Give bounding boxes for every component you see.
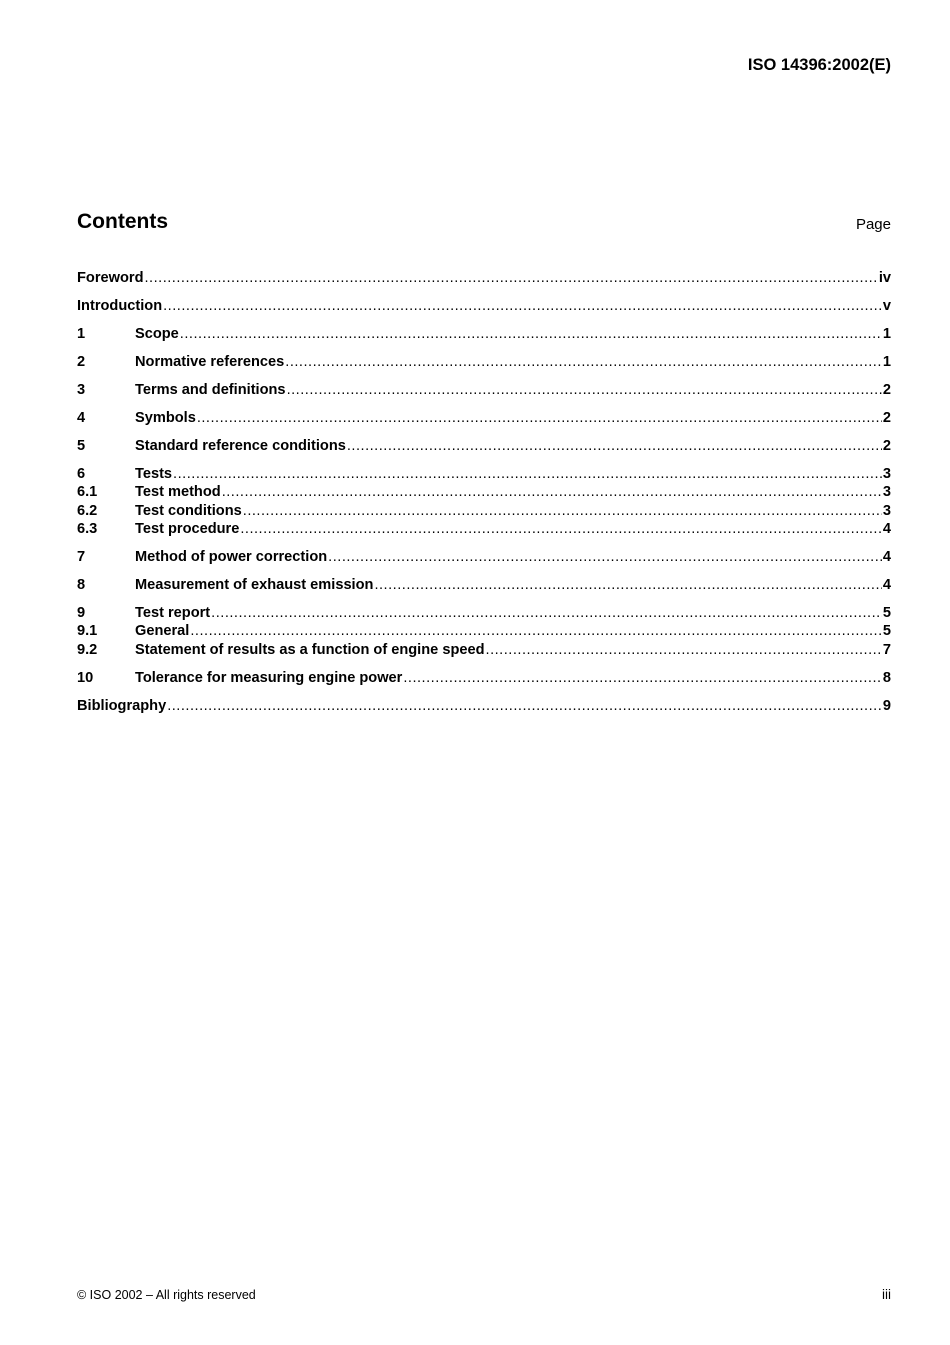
toc-entry-page: 2 [882, 438, 891, 454]
toc-entry-number: 10 [77, 670, 94, 686]
toc-entry-number: 4 [77, 410, 86, 426]
toc-entry-page: iv [878, 270, 891, 286]
toc-entry-page: 3 [882, 484, 891, 500]
toc-entry-page: 3 [882, 466, 891, 482]
toc-entry-number: 2 [77, 354, 86, 370]
dot-leader [190, 622, 882, 641]
toc-entry-number: 3 [77, 382, 86, 398]
dot-leader [222, 483, 882, 502]
toc-entry-number: 5 [77, 438, 86, 454]
toc-entry-standard-reference-conditions[interactable] [77, 437, 891, 456]
toc-entry-number: 6 [77, 466, 86, 482]
toc-entry-test-conditions[interactable] [77, 502, 891, 521]
toc-entry-title: Tolerance for measuring engine power [135, 670, 403, 686]
toc-entry-page: v [882, 298, 891, 314]
toc-entry-introduction[interactable] [77, 297, 891, 316]
footer-copyright: © ISO 2002 – All rights reserved [77, 1288, 256, 1302]
toc-entry-page: 9 [882, 698, 891, 714]
toc-entry-symbols[interactable] [77, 409, 891, 428]
toc-entry-title: Tests [135, 466, 173, 482]
dot-leader [163, 297, 882, 316]
toc-entry-page: 1 [882, 354, 891, 370]
document-id: ISO 14396:2002(E) [747, 56, 891, 74]
toc-entry-title: Normative references [135, 354, 285, 370]
dot-leader [347, 437, 882, 456]
toc-entry-number: 6.2 [77, 503, 98, 519]
toc-entry-number: 6.1 [77, 484, 98, 500]
toc-entry-page: 8 [882, 670, 891, 686]
dot-leader [374, 576, 881, 595]
toc-entry-number: 1 [77, 326, 86, 342]
toc-entry-general[interactable] [77, 622, 891, 641]
dot-leader [285, 353, 882, 372]
dot-leader [167, 697, 882, 716]
toc-entry-title: Symbols [135, 410, 196, 426]
contents-title: Contents [77, 210, 168, 233]
toc-entry-page: 5 [882, 605, 891, 621]
toc-entry-title: Terms and definitions [135, 382, 286, 398]
toc-entry-title: Scope [135, 326, 179, 342]
toc-entry-foreword[interactable] [77, 269, 891, 288]
toc-entry-title: Foreword [77, 270, 144, 286]
toc-entry-title: Measurement of exhaust emission [135, 577, 374, 593]
toc-entry-title: Test procedure [135, 521, 240, 537]
toc-entry-page: 4 [882, 549, 891, 565]
toc-entry-title: Test conditions [135, 503, 242, 519]
toc-entry-test-procedure[interactable] [77, 520, 891, 539]
toc-entry-tests[interactable] [77, 465, 891, 484]
toc-entry-title: Method of power correction [135, 549, 328, 565]
toc-entry-title: Standard reference conditions [135, 438, 346, 454]
dot-leader [144, 269, 877, 288]
dot-leader [287, 381, 882, 400]
toc-entry-measurement-of-exhaust-emission[interactable] [77, 576, 891, 595]
toc-entry-number: 6.3 [77, 521, 98, 537]
toc-entry-page: 3 [882, 503, 891, 519]
toc-entry-title: Test report [135, 605, 211, 621]
dot-leader [328, 548, 882, 567]
dot-leader [486, 641, 882, 660]
dot-leader [211, 604, 882, 623]
toc-entry-page: 7 [882, 642, 891, 658]
page-column-label: Page [855, 216, 891, 233]
footer-page-number: iii [882, 1287, 891, 1302]
toc-entry-title: General [135, 623, 190, 639]
dot-leader [173, 465, 882, 484]
toc-entry-number: 9 [77, 605, 86, 621]
toc-entry-normative-references[interactable] [77, 353, 891, 372]
toc-entry-title: Bibliography [77, 698, 167, 714]
toc-entry-statement-of-results[interactable] [77, 641, 891, 660]
toc-entry-bibliography[interactable] [77, 697, 891, 716]
toc-entry-test-report[interactable] [77, 604, 891, 623]
toc-entry-title: Introduction [77, 298, 163, 314]
toc-entry-page: 4 [882, 521, 891, 537]
dot-leader [180, 325, 882, 344]
dot-leader [240, 520, 882, 539]
dot-leader [403, 669, 882, 688]
dot-leader [243, 502, 882, 521]
toc-entry-title: Statement of results as a function of engine speed [135, 642, 485, 658]
toc-entry-page: 1 [882, 326, 891, 342]
toc-entry-page: 2 [882, 410, 891, 426]
toc-entry-page: 2 [882, 382, 891, 398]
toc-entry-method-of-power-correction[interactable] [77, 548, 891, 567]
toc-entry-number: 8 [77, 577, 86, 593]
dot-leader [197, 409, 882, 428]
toc-entry-terms-and-definitions[interactable] [77, 381, 891, 400]
toc-entry-tolerance[interactable] [77, 669, 891, 688]
toc-entry-scope[interactable] [77, 325, 891, 344]
toc-entry-number: 9.2 [77, 642, 98, 658]
toc-entry-page: 5 [882, 623, 891, 639]
toc-entry-number: 9.1 [77, 623, 98, 639]
toc-entry-test-method[interactable] [77, 483, 891, 502]
toc-entry-title: Test method [135, 484, 221, 500]
toc-entry-page: 4 [882, 577, 891, 593]
toc-entry-number: 7 [77, 549, 86, 565]
